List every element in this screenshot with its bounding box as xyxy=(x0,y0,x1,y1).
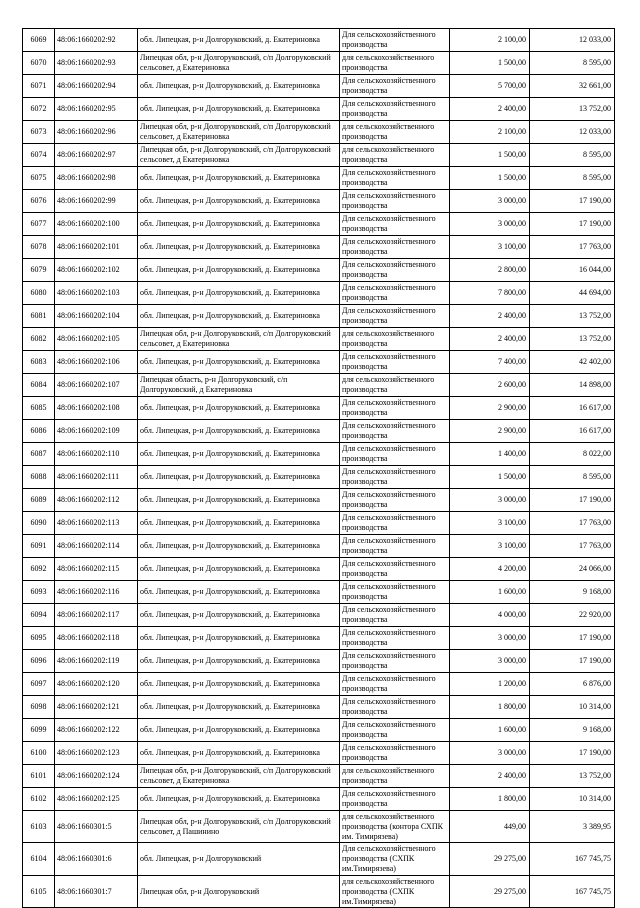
cadastral-value-cell: 10 314,00 xyxy=(530,788,615,811)
area-cell: 3 000,00 xyxy=(450,627,530,650)
cadastral-value-cell: 16 044,00 xyxy=(530,259,615,282)
table-row xyxy=(23,742,615,765)
cadastral-value-cell: 9 168,00 xyxy=(530,581,615,604)
area-cell: 5 700,00 xyxy=(450,75,530,98)
table-row xyxy=(23,397,615,420)
area-cell: 2 100,00 xyxy=(450,29,530,52)
address-cell: обл. Липецкая, р-н Долгоруковский xyxy=(138,843,340,876)
row-number-cell: 6098 xyxy=(23,696,55,719)
cadastral-value-cell: 8 022,00 xyxy=(530,443,615,466)
land-use-cell: Для сельскохозяйственного производства xyxy=(340,213,450,236)
table-row xyxy=(23,259,615,282)
table-body xyxy=(23,29,615,908)
address-cell: обл. Липецкая, р-н Долгоруковский, д. Екатериновка xyxy=(138,489,340,512)
area-cell: 7 400,00 xyxy=(450,351,530,374)
area-cell: 3 100,00 xyxy=(450,535,530,558)
cadastral-value-cell: 12 033,00 xyxy=(530,29,615,52)
cadastral-number-cell: 48:06:1660202:113 xyxy=(55,512,138,535)
row-number-cell: 6083 xyxy=(23,351,55,374)
land-use-cell: для сельскохозяйственного производства xyxy=(340,52,450,75)
row-number-cell: 6094 xyxy=(23,604,55,627)
row-number-cell: 6074 xyxy=(23,144,55,167)
land-use-cell: Для сельскохозяйственного производства xyxy=(340,236,450,259)
row-number-cell: 6105 xyxy=(23,876,55,908)
address-cell: обл. Липецкая, р-н Долгоруковский, д. Екатериновка xyxy=(138,627,340,650)
cadastral-number-cell: 48:06:1660202:122 xyxy=(55,719,138,742)
cadastral-number-cell: 48:06:1660202:117 xyxy=(55,604,138,627)
table-row xyxy=(23,627,615,650)
table-row xyxy=(23,673,615,696)
address-cell: обл. Липецкая, р-н Долгоруковский, д. Екатериновка xyxy=(138,213,340,236)
land-use-cell: Для сельскохозяйственного производства xyxy=(340,673,450,696)
row-number-cell: 6080 xyxy=(23,282,55,305)
address-cell: обл. Липецкая, р-н Долгоруковский, д. Екатериновка xyxy=(138,282,340,305)
address-cell: обл. Липецкая, р-н Долгоруковский, д. Екатериновка xyxy=(138,719,340,742)
address-cell: обл. Липецкая, р-н Долгоруковский, д. Екатериновка xyxy=(138,305,340,328)
cadastral-number-cell: 48:06:1660202:116 xyxy=(55,581,138,604)
row-number-cell: 6079 xyxy=(23,259,55,282)
cadastral-value-cell: 16 617,00 xyxy=(530,420,615,443)
area-cell: 2 400,00 xyxy=(450,98,530,121)
row-number-cell: 6095 xyxy=(23,627,55,650)
area-cell: 1 600,00 xyxy=(450,719,530,742)
land-use-cell: для сельскохозяйственного производства xyxy=(340,765,450,788)
table-row xyxy=(23,282,615,305)
land-use-cell: Для сельскохозяйственного производства xyxy=(340,604,450,627)
row-number-cell: 6076 xyxy=(23,190,55,213)
address-cell: обл. Липецкая, р-н Долгоруковский, д. Екатериновка xyxy=(138,190,340,213)
area-cell: 3 000,00 xyxy=(450,489,530,512)
table-row xyxy=(23,535,615,558)
land-use-cell: Для сельскохозяйственного производства xyxy=(340,98,450,121)
cadastral-value-cell: 17 763,00 xyxy=(530,512,615,535)
table-row xyxy=(23,443,615,466)
address-cell: Липецкая обл, р-н Долгоруковский, с/п Долгоруковский сельсовет, д Екатериновка xyxy=(138,144,340,167)
cadastral-value-cell: 17 190,00 xyxy=(530,627,615,650)
land-use-cell: Для сельскохозяйственного производства xyxy=(340,719,450,742)
cadastral-value-cell: 6 876,00 xyxy=(530,673,615,696)
cadastral-value-cell: 22 920,00 xyxy=(530,604,615,627)
row-number-cell: 6096 xyxy=(23,650,55,673)
land-use-cell: Для сельскохозяйственного производства xyxy=(340,696,450,719)
land-use-cell: Для сельскохозяйственного производства xyxy=(340,167,450,190)
cadastral-value-cell: 17 190,00 xyxy=(530,742,615,765)
cadastral-value-cell: 13 752,00 xyxy=(530,305,615,328)
table-row xyxy=(23,213,615,236)
cadastral-number-cell: 48:06:1660202:106 xyxy=(55,351,138,374)
cadastral-number-cell: 48:06:1660202:124 xyxy=(55,765,138,788)
land-use-cell: Для сельскохозяйственного производства xyxy=(340,29,450,52)
address-cell: обл. Липецкая, р-н Долгоруковский, д. Екатериновка xyxy=(138,236,340,259)
address-cell: Липецкая обл, р-н Долгоруковский, с/п Долгоруковский сельсовет, д Екатериновка xyxy=(138,52,340,75)
cadastral-value-cell: 44 694,00 xyxy=(530,282,615,305)
cadastral-number-cell: 48:06:1660202:123 xyxy=(55,742,138,765)
cadastral-number-cell: 48:06:1660202:99 xyxy=(55,190,138,213)
cadastral-number-cell: 48:06:1660202:97 xyxy=(55,144,138,167)
address-cell: обл. Липецкая, р-н Долгоруковский, д. Екатериновка xyxy=(138,673,340,696)
address-cell: обл. Липецкая, р-н Долгоруковский, д. Екатериновка xyxy=(138,788,340,811)
cadastral-number-cell: 48:06:1660202:101 xyxy=(55,236,138,259)
land-use-cell: Для сельскохозяйственного производства xyxy=(340,259,450,282)
row-number-cell: 6089 xyxy=(23,489,55,512)
address-cell: обл. Липецкая, р-н Долгоруковский, д. Екатериновка xyxy=(138,443,340,466)
table-row xyxy=(23,489,615,512)
cadastral-number-cell: 48:06:1660202:94 xyxy=(55,75,138,98)
address-cell: обл. Липецкая, р-н Долгоруковский, д. Екатериновка xyxy=(138,351,340,374)
area-cell: 3 000,00 xyxy=(450,213,530,236)
cadastral-number-cell: 48:06:1660202:98 xyxy=(55,167,138,190)
address-cell: обл. Липецкая, р-н Долгоруковский, д. Екатериновка xyxy=(138,696,340,719)
row-number-cell: 6100 xyxy=(23,742,55,765)
cadastral-number-cell: 48:06:1660301:7 xyxy=(55,876,138,908)
cadastral-value-cell: 17 763,00 xyxy=(530,535,615,558)
land-plots-table xyxy=(22,28,615,908)
land-plots-sheet xyxy=(22,28,614,908)
table-row xyxy=(23,719,615,742)
cadastral-value-cell: 13 752,00 xyxy=(530,98,615,121)
address-cell: Липецкая область, р-н Долгоруковский, с/п Долгоруковский, д Екатериновка xyxy=(138,374,340,397)
land-use-cell: Для сельскохозяйственного производства xyxy=(340,788,450,811)
address-cell: Липецкая обл, р-н Долгоруковский, с/п Долгоруковский сельсовет, д Екатериновка xyxy=(138,328,340,351)
row-number-cell: 6070 xyxy=(23,52,55,75)
address-cell: обл. Липецкая, р-н Долгоруковский, д. Екатериновка xyxy=(138,397,340,420)
area-cell: 2 600,00 xyxy=(450,374,530,397)
land-use-cell: Для сельскохозяйственного производства xyxy=(340,535,450,558)
table-row xyxy=(23,98,615,121)
row-number-cell: 6075 xyxy=(23,167,55,190)
row-number-cell: 6071 xyxy=(23,75,55,98)
cadastral-number-cell: 48:06:1660202:120 xyxy=(55,673,138,696)
area-cell: 29 275,00 xyxy=(450,876,530,908)
table-row xyxy=(23,581,615,604)
table-row xyxy=(23,604,615,627)
table-row xyxy=(23,351,615,374)
area-cell: 3 100,00 xyxy=(450,512,530,535)
area-cell: 2 100,00 xyxy=(450,121,530,144)
area-cell: 1 800,00 xyxy=(450,696,530,719)
table-row xyxy=(23,190,615,213)
area-cell: 1 500,00 xyxy=(450,167,530,190)
cadastral-number-cell: 48:06:1660202:95 xyxy=(55,98,138,121)
table-row xyxy=(23,512,615,535)
address-cell: обл. Липецкая, р-н Долгоруковский, д. Екатериновка xyxy=(138,650,340,673)
cadastral-number-cell: 48:06:1660202:125 xyxy=(55,788,138,811)
address-cell: обл. Липецкая, р-н Долгоруковский, д. Екатериновка xyxy=(138,75,340,98)
address-cell: обл. Липецкая, р-н Долгоруковский, д. Екатериновка xyxy=(138,604,340,627)
land-use-cell: Для сельскохозяйственного производства xyxy=(340,190,450,213)
row-number-cell: 6085 xyxy=(23,397,55,420)
table-row xyxy=(23,29,615,52)
area-cell: 1 800,00 xyxy=(450,788,530,811)
row-number-cell: 6084 xyxy=(23,374,55,397)
row-number-cell: 6086 xyxy=(23,420,55,443)
cadastral-value-cell: 8 595,00 xyxy=(530,167,615,190)
area-cell: 1 500,00 xyxy=(450,466,530,489)
address-cell: обл. Липецкая, р-н Долгоруковский, д. Екатериновка xyxy=(138,581,340,604)
area-cell: 1 400,00 xyxy=(450,443,530,466)
address-cell: обл. Липецкая, р-н Долгоруковский, д. Екатериновка xyxy=(138,29,340,52)
cadastral-number-cell: 48:06:1660202:107 xyxy=(55,374,138,397)
table-row xyxy=(23,236,615,259)
cadastral-number-cell: 48:06:1660202:93 xyxy=(55,52,138,75)
table-row xyxy=(23,75,615,98)
area-cell: 2 900,00 xyxy=(450,397,530,420)
cadastral-value-cell: 14 898,00 xyxy=(530,374,615,397)
row-number-cell: 6091 xyxy=(23,535,55,558)
cadastral-number-cell: 48:06:1660202:92 xyxy=(55,29,138,52)
cadastral-number-cell: 48:06:1660202:105 xyxy=(55,328,138,351)
land-use-cell: Для сельскохозяйственного производства xyxy=(340,512,450,535)
table-row xyxy=(23,52,615,75)
cadastral-number-cell: 48:06:1660202:112 xyxy=(55,489,138,512)
cadastral-value-cell: 17 190,00 xyxy=(530,190,615,213)
cadastral-value-cell: 12 033,00 xyxy=(530,121,615,144)
table-row xyxy=(23,121,615,144)
table-row xyxy=(23,420,615,443)
row-number-cell: 6069 xyxy=(23,29,55,52)
table-row xyxy=(23,843,615,876)
cadastral-number-cell: 48:06:1660202:108 xyxy=(55,397,138,420)
cadastral-value-cell: 8 595,00 xyxy=(530,144,615,167)
table-row xyxy=(23,558,615,581)
land-use-cell: Для сельскохозяйственного производства xyxy=(340,627,450,650)
area-cell: 1 600,00 xyxy=(450,581,530,604)
land-use-cell: Для сельскохозяйственного производства xyxy=(340,282,450,305)
cadastral-number-cell: 48:06:1660202:115 xyxy=(55,558,138,581)
table-row xyxy=(23,328,615,351)
table-row xyxy=(23,305,615,328)
address-cell: обл. Липецкая, р-н Долгоруковский, д. Екатериновка xyxy=(138,742,340,765)
area-cell: 2 900,00 xyxy=(450,420,530,443)
area-cell: 7 800,00 xyxy=(450,282,530,305)
cadastral-value-cell: 10 314,00 xyxy=(530,696,615,719)
address-cell: обл. Липецкая, р-н Долгоруковский, д. Екатериновка xyxy=(138,259,340,282)
land-use-cell: для сельскохозяйственного производства xyxy=(340,374,450,397)
address-cell: Липецкая обл, р-н Долгоруковский, с/п Долгоруковский сельсовет, д Екатериновка xyxy=(138,765,340,788)
land-use-cell: для сельскохозяйственного производства (контора СХПК им. Тимирязева) xyxy=(340,811,450,843)
table-row xyxy=(23,811,615,843)
land-use-cell: для сельскохозяйственного производства xyxy=(340,328,450,351)
cadastral-number-cell: 48:06:1660202:121 xyxy=(55,696,138,719)
cadastral-number-cell: 48:06:1660202:96 xyxy=(55,121,138,144)
address-cell: Липецкая обл, р-н Долгоруковский, с/п Долгоруковский сельсовет, д Екатериновка xyxy=(138,121,340,144)
area-cell: 4 200,00 xyxy=(450,558,530,581)
area-cell: 449,00 xyxy=(450,811,530,843)
row-number-cell: 6081 xyxy=(23,305,55,328)
table-row xyxy=(23,876,615,908)
land-use-cell: Для сельскохозяйственного производства xyxy=(340,75,450,98)
cadastral-number-cell: 48:06:1660202:111 xyxy=(55,466,138,489)
row-number-cell: 6104 xyxy=(23,843,55,876)
row-number-cell: 6072 xyxy=(23,98,55,121)
cadastral-value-cell: 24 066,00 xyxy=(530,558,615,581)
cadastral-value-cell: 8 595,00 xyxy=(530,52,615,75)
table-row xyxy=(23,650,615,673)
cadastral-value-cell: 167 745,75 xyxy=(530,843,615,876)
row-number-cell: 6093 xyxy=(23,581,55,604)
cadastral-number-cell: 48:06:1660202:102 xyxy=(55,259,138,282)
table-row xyxy=(23,765,615,788)
land-use-cell: Для сельскохозяйственного производства xyxy=(340,305,450,328)
cadastral-value-cell: 32 661,00 xyxy=(530,75,615,98)
row-number-cell: 6073 xyxy=(23,121,55,144)
cadastral-number-cell: 48:06:1660202:119 xyxy=(55,650,138,673)
table-row xyxy=(23,466,615,489)
land-use-cell: Для сельскохозяйственного производства xyxy=(340,397,450,420)
row-number-cell: 6101 xyxy=(23,765,55,788)
address-cell: обл. Липецкая, р-н Долгоруковский, д. Екатериновка xyxy=(138,512,340,535)
cadastral-number-cell: 48:06:1660202:118 xyxy=(55,627,138,650)
area-cell: 3 000,00 xyxy=(450,650,530,673)
cadastral-value-cell: 167 745,75 xyxy=(530,876,615,908)
row-number-cell: 6077 xyxy=(23,213,55,236)
cadastral-number-cell: 48:06:1660202:110 xyxy=(55,443,138,466)
land-use-cell: Для сельскохозяйственного производства xyxy=(340,466,450,489)
land-use-cell: Для сельскохозяйственного производства xyxy=(340,742,450,765)
land-use-cell: Для сельскохозяйственного производства xyxy=(340,558,450,581)
address-cell: Липецкая обл, р-н Долгоруковский xyxy=(138,876,340,908)
area-cell: 3 000,00 xyxy=(450,190,530,213)
table-row xyxy=(23,144,615,167)
area-cell: 1 200,00 xyxy=(450,673,530,696)
land-use-cell: Для сельскохозяйственного производства xyxy=(340,443,450,466)
row-number-cell: 6082 xyxy=(23,328,55,351)
cadastral-number-cell: 48:06:1660202:103 xyxy=(55,282,138,305)
land-use-cell: для сельскохозяйственного производства xyxy=(340,121,450,144)
cadastral-value-cell: 8 595,00 xyxy=(530,466,615,489)
row-number-cell: 6092 xyxy=(23,558,55,581)
row-number-cell: 6097 xyxy=(23,673,55,696)
cadastral-number-cell: 48:06:1660301:5 xyxy=(55,811,138,843)
table-row xyxy=(23,374,615,397)
area-cell: 2 400,00 xyxy=(450,328,530,351)
area-cell: 2 400,00 xyxy=(450,765,530,788)
land-use-cell: Для сельскохозяйственного производства xyxy=(340,420,450,443)
land-use-cell: Для сельскохозяйственного производства (СХПК им.Тимирязева) xyxy=(340,843,450,876)
address-cell: обл. Липецкая, р-н Долгоруковский, д. Екатериновка xyxy=(138,466,340,489)
area-cell: 29 275,00 xyxy=(450,843,530,876)
area-cell: 3 100,00 xyxy=(450,236,530,259)
land-use-cell: Для сельскохозяйственного производства xyxy=(340,351,450,374)
row-number-cell: 6102 xyxy=(23,788,55,811)
land-use-cell: для сельскохозяйственного производства (СХПК им.Тимирязева) xyxy=(340,876,450,908)
table-row xyxy=(23,696,615,719)
address-cell: обл. Липецкая, р-н Долгоруковский, д. Екатериновка xyxy=(138,167,340,190)
address-cell: обл. Липецкая, р-н Долгоруковский, д. Екатериновка xyxy=(138,535,340,558)
land-use-cell: для сельскохозяйственного производства xyxy=(340,144,450,167)
cadastral-number-cell: 48:06:1660202:109 xyxy=(55,420,138,443)
cadastral-value-cell: 3 389,95 xyxy=(530,811,615,843)
cadastral-number-cell: 48:06:1660202:114 xyxy=(55,535,138,558)
cadastral-value-cell: 17 763,00 xyxy=(530,236,615,259)
area-cell: 4 000,00 xyxy=(450,604,530,627)
cadastral-value-cell: 13 752,00 xyxy=(530,328,615,351)
area-cell: 1 500,00 xyxy=(450,144,530,167)
cadastral-number-cell: 48:06:1660202:104 xyxy=(55,305,138,328)
land-use-cell: Для сельскохозяйственного производства xyxy=(340,581,450,604)
row-number-cell: 6103 xyxy=(23,811,55,843)
land-use-cell: Для сельскохозяйственного производства xyxy=(340,489,450,512)
cadastral-value-cell: 42 402,00 xyxy=(530,351,615,374)
cadastral-value-cell: 16 617,00 xyxy=(530,397,615,420)
area-cell: 3 000,00 xyxy=(450,742,530,765)
row-number-cell: 6090 xyxy=(23,512,55,535)
cadastral-value-cell: 13 752,00 xyxy=(530,765,615,788)
row-number-cell: 6099 xyxy=(23,719,55,742)
cadastral-value-cell: 17 190,00 xyxy=(530,213,615,236)
table-row xyxy=(23,167,615,190)
cadastral-value-cell: 17 190,00 xyxy=(530,650,615,673)
area-cell: 2 400,00 xyxy=(450,305,530,328)
cadastral-number-cell: 48:06:1660301:6 xyxy=(55,843,138,876)
row-number-cell: 6088 xyxy=(23,466,55,489)
cadastral-number-cell: 48:06:1660202:100 xyxy=(55,213,138,236)
address-cell: обл. Липецкая, р-н Долгоруковский, д. Екатериновка xyxy=(138,420,340,443)
cadastral-value-cell: 9 168,00 xyxy=(530,719,615,742)
table-row xyxy=(23,788,615,811)
land-use-cell: Для сельскохозяйственного производства xyxy=(340,650,450,673)
address-cell: Липецкая обл, р-н Долгоруковский, с/п Долгоруковский сельсовет, д Пашинино xyxy=(138,811,340,843)
area-cell: 1 500,00 xyxy=(450,52,530,75)
row-number-cell: 6078 xyxy=(23,236,55,259)
area-cell: 2 800,00 xyxy=(450,259,530,282)
row-number-cell: 6087 xyxy=(23,443,55,466)
cadastral-value-cell: 17 190,00 xyxy=(530,489,615,512)
address-cell: обл. Липецкая, р-н Долгоруковский, д. Екатериновка xyxy=(138,558,340,581)
address-cell: обл. Липецкая, р-н Долгоруковский, д. Екатериновка xyxy=(138,98,340,121)
